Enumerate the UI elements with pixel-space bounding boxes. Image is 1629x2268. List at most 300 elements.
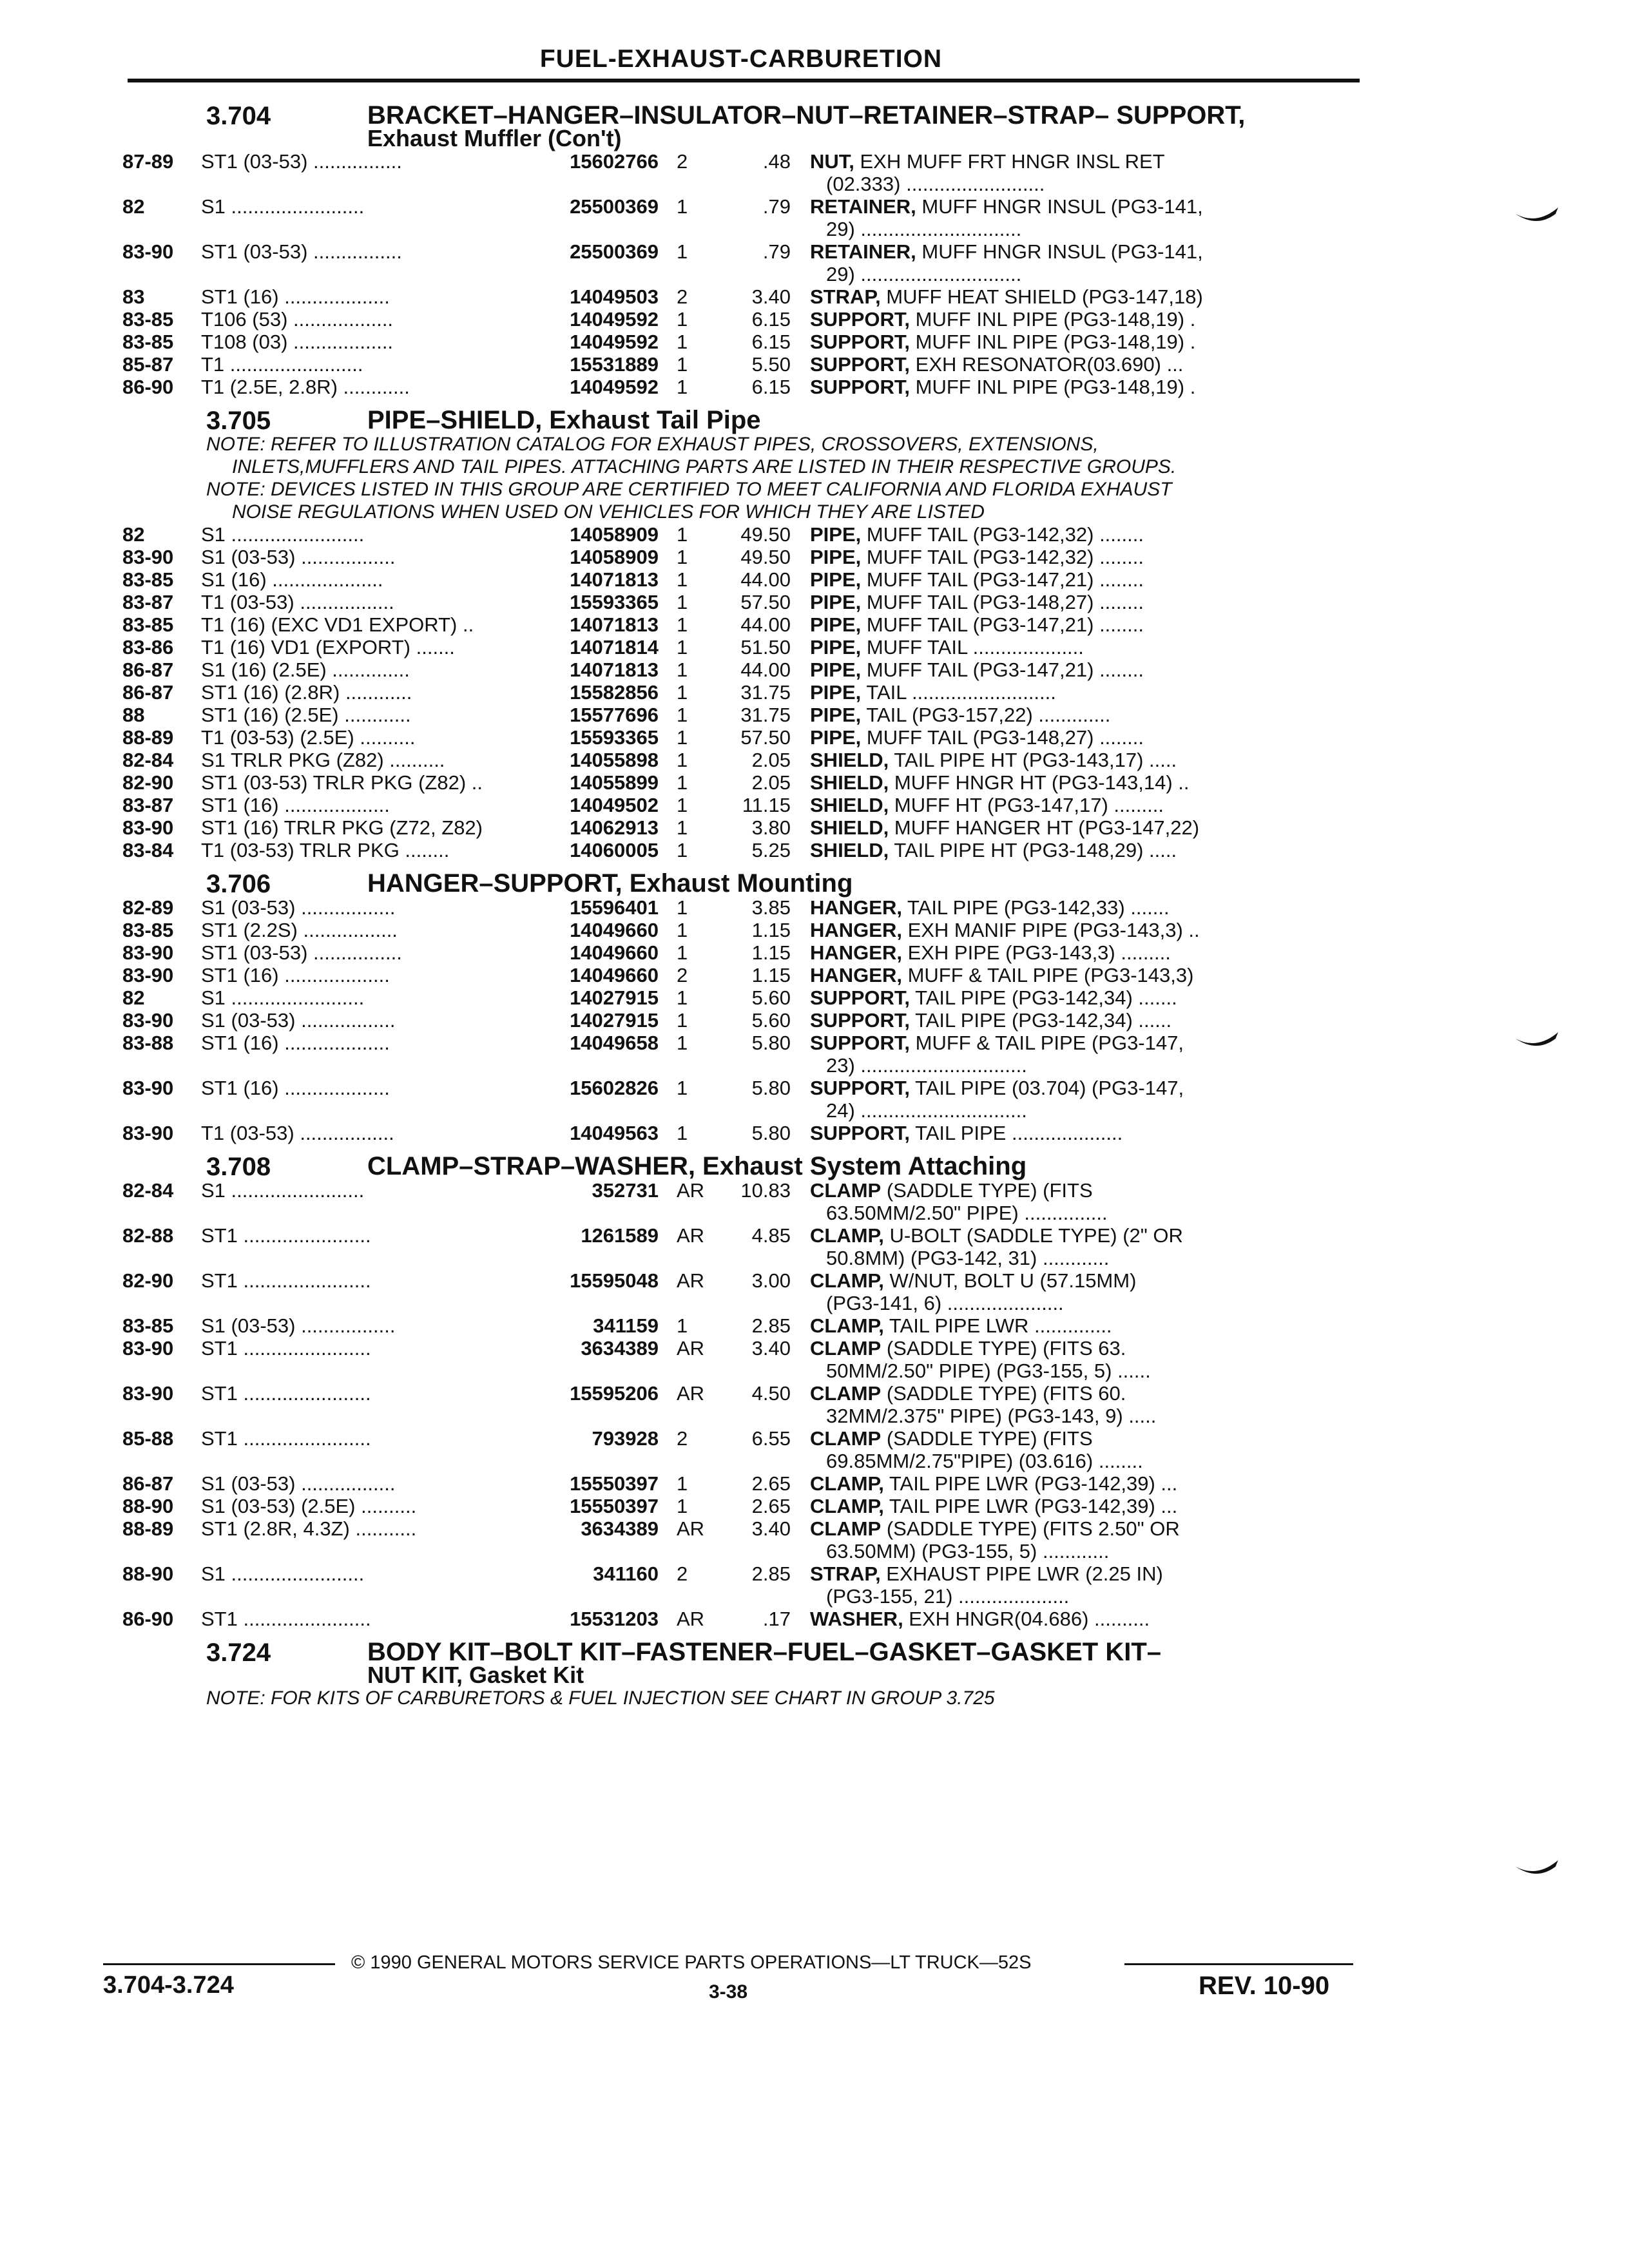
price: .79	[762, 240, 791, 263]
part-name: SHIELD,	[810, 839, 889, 861]
part-description	[791, 704, 1290, 726]
quantity: 1	[677, 1077, 688, 1099]
part-name: WASHER,	[810, 1608, 903, 1630]
year-range: 82-90	[122, 771, 174, 794]
price: 5.80	[751, 1032, 791, 1054]
part-detail: MUFF & TAIL PIPE (PG3-143,3)	[901, 964, 1194, 986]
note-line: NOTE: FOR KITS OF CARBURETORS & FUEL INJECTION SEE CHART IN GROUP 3.725	[206, 1687, 995, 1709]
quantity: 1	[677, 749, 688, 771]
part-name: PIPE,	[810, 613, 862, 636]
part-number: 14027915	[570, 986, 659, 1009]
price: 3.40	[751, 285, 791, 308]
title-rule	[128, 79, 1360, 82]
part-description	[791, 1077, 1290, 1122]
part-detail-continued: (PG3-141, 6) .....................	[826, 1292, 1064, 1314]
year-range: 88-89	[122, 1517, 174, 1540]
part-number: 14055898	[570, 749, 659, 771]
part-name: SHIELD,	[810, 749, 889, 771]
parts-row	[122, 353, 1363, 376]
price: 2.65	[751, 1472, 791, 1495]
parts-row	[122, 986, 1363, 1009]
parts-row	[122, 704, 1363, 726]
part-detail-continued: 23) ..............................	[826, 1054, 1027, 1077]
parts-row	[122, 1077, 1363, 1122]
parts-row	[122, 1562, 1363, 1608]
part-number: 15577696	[570, 704, 659, 726]
part-name: SUPPORT,	[810, 331, 911, 353]
parts-row	[122, 568, 1363, 591]
part-description	[791, 941, 1290, 964]
model-application: T1 (03-53) (2.5E) ..........	[201, 726, 416, 749]
part-number: 14049592	[570, 331, 659, 353]
part-number: 14071813	[570, 613, 659, 636]
model-application: ST1 (16) TRLR PKG (Z72, Z82)	[201, 816, 483, 839]
part-description	[791, 546, 1290, 568]
part-name: PIPE,	[810, 591, 862, 613]
part-name: PIPE,	[810, 568, 862, 591]
part-number: 15595206	[570, 1382, 659, 1405]
model-application: S1 (03-53) .................	[201, 1472, 396, 1495]
part-detail: EXH MUFF FRT HNGR INSL RET	[854, 150, 1165, 173]
part-description	[791, 1337, 1290, 1382]
part-number: 15550397	[570, 1472, 659, 1495]
quantity: 1	[677, 941, 688, 964]
part-detail: TAIL PIPE LWR ..............	[883, 1314, 1112, 1337]
price: 4.50	[751, 1382, 791, 1405]
part-description	[791, 1472, 1290, 1495]
price: 2.85	[751, 1562, 791, 1585]
part-detail: TAIL PIPE ....................	[910, 1122, 1123, 1144]
part-description	[791, 1608, 1290, 1630]
year-range: 83-90	[122, 1077, 174, 1099]
part-detail: TAIL ..........................	[861, 681, 1056, 704]
section-title-main: PIPE–SHIELD, Exhaust Tail Pipe	[367, 406, 761, 434]
parts-row	[122, 308, 1363, 331]
price: 57.50	[740, 726, 791, 749]
model-application: T1 (03-53) .................	[201, 1122, 394, 1144]
section-number: 3.708	[206, 1153, 271, 1181]
part-description	[791, 1269, 1290, 1314]
parts-row	[122, 1179, 1363, 1224]
year-range: 86-90	[122, 1608, 174, 1630]
quantity: 2	[677, 1562, 688, 1585]
quantity: 1	[677, 896, 688, 919]
quantity: AR	[677, 1337, 705, 1360]
year-range: 82-89	[122, 896, 174, 919]
quantity: 1	[677, 1009, 688, 1032]
parts-row	[122, 523, 1363, 546]
part-detail: TAIL PIPE HT (PG3-148,29) .....	[889, 839, 1177, 861]
part-description	[791, 1032, 1290, 1077]
part-description	[791, 1122, 1290, 1144]
footer-copyright: © 1990 GENERAL MOTORS SERVICE PARTS OPERATIONS—LT TRUCK—52S	[351, 1952, 1032, 1973]
price: 2.05	[751, 771, 791, 794]
part-detail: MUFF TAIL (PG3-147,21) ........	[861, 658, 1144, 681]
part-detail: MUFF INL PIPE (PG3-148,19) .	[910, 308, 1196, 331]
part-name: CLAMP,	[810, 1495, 884, 1517]
part-detail: W/NUT, BOLT U (57.15MM)	[883, 1269, 1137, 1292]
part-name: SHIELD,	[810, 794, 889, 816]
quantity: 1	[677, 704, 688, 726]
part-detail: U-BOLT (SADDLE TYPE) (2" OR	[883, 1224, 1183, 1247]
parts-row	[122, 896, 1363, 919]
parts-row	[122, 1495, 1363, 1517]
footer-revision: REV. 10-90	[1199, 1972, 1330, 2000]
year-range: 83-90	[122, 1337, 174, 1360]
part-description	[791, 308, 1290, 331]
parts-row	[122, 658, 1363, 681]
model-application: S1 (03-53) .................	[201, 1009, 396, 1032]
quantity: AR	[677, 1517, 705, 1540]
price: 3.00	[751, 1269, 791, 1292]
part-name: HANGER,	[810, 964, 902, 986]
year-range: 85-88	[122, 1427, 174, 1450]
part-number: 15531203	[570, 1608, 659, 1630]
section-subtitle: Exhaust Muffler (Con't)	[367, 125, 622, 151]
model-application: T1 (16) VD1 (EXPORT) .......	[201, 636, 455, 658]
quantity: 1	[677, 195, 688, 218]
price: 1.15	[751, 919, 791, 941]
price: 5.80	[751, 1077, 791, 1099]
part-detail-continued: 63.50MM/2.50" PIPE) ...............	[826, 1202, 1108, 1224]
part-name: HANGER,	[810, 896, 902, 919]
part-detail: MUFF TAIL (PG3-148,27) ........	[861, 726, 1144, 749]
part-detail-continued: 69.85MM/2.75"PIPE) (03.616) ........	[826, 1450, 1143, 1472]
model-application: ST1 .......................	[201, 1269, 371, 1292]
part-number: 14060005	[570, 839, 659, 861]
part-description	[791, 1382, 1290, 1427]
year-range: 85-87	[122, 353, 174, 376]
part-name: CLAMP	[810, 1179, 882, 1202]
part-detail-continued: (02.333) .........................	[826, 173, 1045, 195]
part-name: CLAMP	[810, 1382, 882, 1405]
year-range: 86-87	[122, 1472, 174, 1495]
part-name: SUPPORT,	[810, 1077, 911, 1099]
quantity: 1	[677, 726, 688, 749]
part-description	[791, 523, 1290, 546]
part-name: CLAMP	[810, 1517, 882, 1540]
part-number: 14071814	[570, 636, 659, 658]
parts-row	[122, 941, 1363, 964]
parts-row	[122, 195, 1363, 240]
parts-row	[122, 376, 1363, 398]
part-detail: MUFF TAIL (PG3-147,21) ........	[861, 613, 1144, 636]
part-name: SUPPORT,	[810, 1009, 911, 1032]
part-detail: EXHAUST PIPE LWR (2.25 IN)	[880, 1562, 1163, 1585]
section-note	[206, 478, 1353, 523]
parts-row	[122, 1517, 1363, 1562]
part-name: PIPE,	[810, 704, 862, 726]
quantity: 1	[677, 353, 688, 376]
section-header	[122, 101, 1363, 151]
quantity: 1	[677, 771, 688, 794]
year-range: 83-90	[122, 816, 174, 839]
part-number: 14055899	[570, 771, 659, 794]
model-application: S1 TRLR PKG (Z82) ..........	[201, 749, 445, 771]
year-range: 83-85	[122, 331, 174, 353]
year-range: 83-85	[122, 613, 174, 636]
quantity: AR	[677, 1382, 705, 1405]
part-description	[791, 816, 1290, 839]
part-number: 15602766	[570, 150, 659, 173]
part-number: 25500369	[570, 195, 659, 218]
part-name: HANGER,	[810, 941, 902, 964]
year-range: 82-84	[122, 749, 174, 771]
parts-row	[122, 771, 1363, 794]
model-application: ST1 (16) ...................	[201, 1032, 390, 1054]
note-line: NOISE REGULATIONS WHEN USED ON VEHICLES FOR WHICH THEY ARE LISTED	[232, 501, 985, 523]
note-line: NOTE: DEVICES LISTED IN THIS GROUP ARE CERTIFIED TO MEET CALIFORNIA AND FLORIDA EXHAUST	[206, 479, 1172, 500]
part-name: SUPPORT,	[810, 1122, 911, 1144]
section-header	[122, 1152, 1363, 1181]
section-header	[122, 1640, 1363, 1687]
quantity: 1	[677, 568, 688, 591]
part-number: 14062913	[570, 816, 659, 839]
quantity: 1	[677, 1314, 688, 1337]
note-line: INLETS,MUFFLERS AND TAIL PIPES. ATTACHING PARTS ARE LISTED IN THEIR RESPECTIVE GROUPS.	[232, 456, 1177, 477]
quantity: 1	[677, 986, 688, 1009]
price: 2.85	[751, 1314, 791, 1337]
quantity: AR	[677, 1608, 705, 1630]
price: .79	[762, 195, 791, 218]
model-application: ST1 (16) (2.5E) ............	[201, 704, 411, 726]
price: 6.15	[751, 308, 791, 331]
quantity: 2	[677, 150, 688, 173]
quantity: 1	[677, 308, 688, 331]
part-detail: (SADDLE TYPE) (FITS	[881, 1427, 1093, 1450]
section-number: 3.705	[206, 407, 271, 435]
part-number: 15550397	[570, 1495, 659, 1517]
price: .17	[762, 1608, 791, 1630]
binder-hole-mark	[1514, 1859, 1559, 1878]
part-description	[791, 1562, 1290, 1608]
part-number: 15593365	[570, 726, 659, 749]
part-detail: MUFF HNGR INSUL (PG3-141,	[916, 240, 1203, 263]
year-range: 83-85	[122, 1314, 174, 1337]
part-detail: MUFF HNGR INSUL (PG3-141,	[916, 195, 1203, 218]
quantity: 2	[677, 1427, 688, 1450]
year-range: 83-84	[122, 839, 174, 861]
section-subtitle: NUT KIT, Gasket Kit	[367, 1662, 584, 1688]
part-detail: TAIL PIPE (PG3-142,33) .......	[901, 896, 1170, 919]
parts-row	[122, 1427, 1363, 1472]
model-application: ST1 .......................	[201, 1224, 371, 1247]
model-application: ST1 (03-53) ................	[201, 150, 402, 173]
part-description	[791, 658, 1290, 681]
quantity: 2	[677, 285, 688, 308]
part-description	[791, 195, 1290, 240]
year-range: 88-90	[122, 1562, 174, 1585]
part-number: 15596401	[570, 896, 659, 919]
model-application: S1 ........................	[201, 1179, 365, 1202]
part-number: 15593365	[570, 591, 659, 613]
price: 3.40	[751, 1337, 791, 1360]
price: 51.50	[740, 636, 791, 658]
parts-row	[122, 285, 1363, 308]
price: 5.50	[751, 353, 791, 376]
part-detail-continued: 24) ..............................	[826, 1099, 1027, 1122]
part-detail: MUFF TAIL (PG3-147,21) ........	[861, 568, 1144, 591]
footer-section-range: 3.704-3.724	[103, 1972, 234, 1999]
part-name: PIPE,	[810, 681, 862, 704]
model-application: ST1 (16) ...................	[201, 794, 390, 816]
part-detail: MUFF INL PIPE (PG3-148,19) .	[910, 331, 1196, 353]
part-name: HANGER,	[810, 919, 902, 941]
model-application: ST1 (2.8R, 4.3Z) ...........	[201, 1517, 417, 1540]
part-number: 14071813	[570, 568, 659, 591]
year-range: 83-90	[122, 941, 174, 964]
part-description	[791, 919, 1290, 941]
part-number: 341160	[593, 1562, 659, 1585]
year-range: 86-90	[122, 376, 174, 398]
section-number: 3.706	[206, 870, 271, 898]
price: 1.15	[751, 941, 791, 964]
part-detail-continued: 32MM/2.375" PIPE) (PG3-143, 9) .....	[826, 1405, 1157, 1427]
quantity: 1	[677, 613, 688, 636]
model-application: ST1 (03-53) ................	[201, 941, 402, 964]
part-description	[791, 726, 1290, 749]
part-number: 341159	[593, 1314, 659, 1337]
part-name: CLAMP,	[810, 1472, 884, 1495]
year-range: 83-85	[122, 308, 174, 331]
section-title-main: BODY KIT–BOLT KIT–FASTENER–FUEL–GASKET–GASKET KIT–	[367, 1638, 1162, 1666]
model-application: ST1 (03-53) ................	[201, 240, 402, 263]
model-application: S1 ........................	[201, 986, 365, 1009]
part-name: NUT,	[810, 150, 854, 173]
year-range: 87-89	[122, 150, 174, 173]
part-detail: (SADDLE TYPE) (FITS 2.50" OR	[881, 1517, 1180, 1540]
price: 57.50	[740, 591, 791, 613]
binder-hole-mark	[1514, 1031, 1559, 1050]
part-description	[791, 771, 1290, 794]
year-range: 83-90	[122, 1009, 174, 1032]
section-note	[206, 1687, 1353, 1709]
quantity: 1	[677, 331, 688, 353]
price: 5.25	[751, 839, 791, 861]
part-detail: TAIL PIPE (PG3-142,34) ......	[910, 1009, 1172, 1032]
price: 3.80	[751, 816, 791, 839]
year-range: 82	[122, 986, 145, 1009]
section-title	[367, 1640, 1347, 1687]
part-number: 14071813	[570, 658, 659, 681]
model-application: S1 (03-53) .................	[201, 896, 396, 919]
section-title	[367, 101, 1347, 151]
price: 31.75	[740, 704, 791, 726]
parts-row	[122, 1337, 1363, 1382]
parts-row	[122, 839, 1363, 861]
part-description	[791, 896, 1290, 919]
part-description	[791, 1314, 1290, 1337]
model-application: T1 (2.5E, 2.8R) ............	[201, 376, 410, 398]
part-number: 14049502	[570, 794, 659, 816]
section-header	[122, 408, 1363, 433]
part-name: RETAINER,	[810, 240, 916, 263]
part-description	[791, 964, 1290, 986]
part-name: SHIELD,	[810, 771, 889, 794]
model-application: ST1 (16) ...................	[201, 1077, 390, 1099]
model-application: ST1 (16) (2.8R) ............	[201, 681, 412, 704]
quantity: 1	[677, 591, 688, 613]
part-description	[791, 986, 1290, 1009]
year-range: 83-90	[122, 1382, 174, 1405]
part-name: SUPPORT,	[810, 1032, 911, 1054]
price: 49.50	[740, 523, 791, 546]
part-description	[791, 794, 1290, 816]
quantity: 1	[677, 376, 688, 398]
quantity: 1	[677, 681, 688, 704]
price: 49.50	[740, 546, 791, 568]
model-application: S1 ........................	[201, 195, 365, 218]
parts-row	[122, 816, 1363, 839]
part-description	[791, 353, 1290, 376]
part-detail: TAIL (PG3-157,22) .............	[861, 704, 1111, 726]
part-number: 14049503	[570, 285, 659, 308]
part-name: PIPE,	[810, 726, 862, 749]
price: 5.60	[751, 986, 791, 1009]
price: 2.05	[751, 749, 791, 771]
parts-catalog-content	[122, 93, 1363, 1709]
price: 5.80	[751, 1122, 791, 1144]
part-number: 15602826	[570, 1077, 659, 1099]
section-title	[367, 1152, 1347, 1180]
part-description	[791, 1427, 1290, 1472]
quantity: 1	[677, 240, 688, 263]
price: 6.15	[751, 376, 791, 398]
part-detail: EXH MANIF PIPE (PG3-143,3) ..	[901, 919, 1200, 941]
section-title-main: HANGER–SUPPORT, Exhaust Mounting	[367, 869, 853, 898]
price: 1.15	[751, 964, 791, 986]
model-application: S1 (03-53) .................	[201, 546, 396, 568]
parts-row	[122, 726, 1363, 749]
part-description	[791, 636, 1290, 658]
section-title-main: CLAMP–STRAP–WASHER, Exhaust System Attaching	[367, 1152, 1027, 1180]
year-range: 83-87	[122, 794, 174, 816]
model-application: ST1 (2.2S) .................	[201, 919, 398, 941]
part-detail-continued: 50MM/2.50" PIPE) (PG3-155, 5) ......	[826, 1360, 1151, 1382]
section-title	[367, 408, 1347, 432]
year-range: 83-90	[122, 546, 174, 568]
part-detail: (SADDLE TYPE) (FITS 63.	[881, 1337, 1126, 1360]
part-name: CLAMP	[810, 1337, 882, 1360]
model-application: S1 (16) ....................	[201, 568, 383, 591]
part-detail: MUFF HEAT SHIELD (PG3-147,18)	[880, 285, 1203, 308]
part-number: 14049563	[570, 1122, 659, 1144]
part-detail: TAIL PIPE HT (PG3-143,17) .....	[889, 749, 1177, 771]
price: 5.60	[751, 1009, 791, 1032]
model-application: S1 (16) (2.5E) ..............	[201, 658, 410, 681]
parts-row	[122, 1122, 1363, 1144]
part-name: STRAP,	[810, 285, 881, 308]
part-description	[791, 749, 1290, 771]
part-description	[791, 150, 1290, 195]
parts-row	[122, 794, 1363, 816]
part-name: PIPE,	[810, 658, 862, 681]
section-note	[206, 433, 1353, 478]
parts-row	[122, 1009, 1363, 1032]
part-number: 3634389	[581, 1517, 659, 1540]
price: 10.83	[740, 1179, 791, 1202]
part-number: 25500369	[570, 240, 659, 263]
quantity: 1	[677, 1122, 688, 1144]
quantity: 1	[677, 919, 688, 941]
parts-row	[122, 1382, 1363, 1427]
parts-row	[122, 1269, 1363, 1314]
year-range: 82	[122, 195, 145, 218]
model-application: T1 (16) (EXC VD1 EXPORT) ..	[201, 613, 474, 636]
part-description	[791, 591, 1290, 613]
year-range: 82-90	[122, 1269, 174, 1292]
price: 6.15	[751, 331, 791, 353]
